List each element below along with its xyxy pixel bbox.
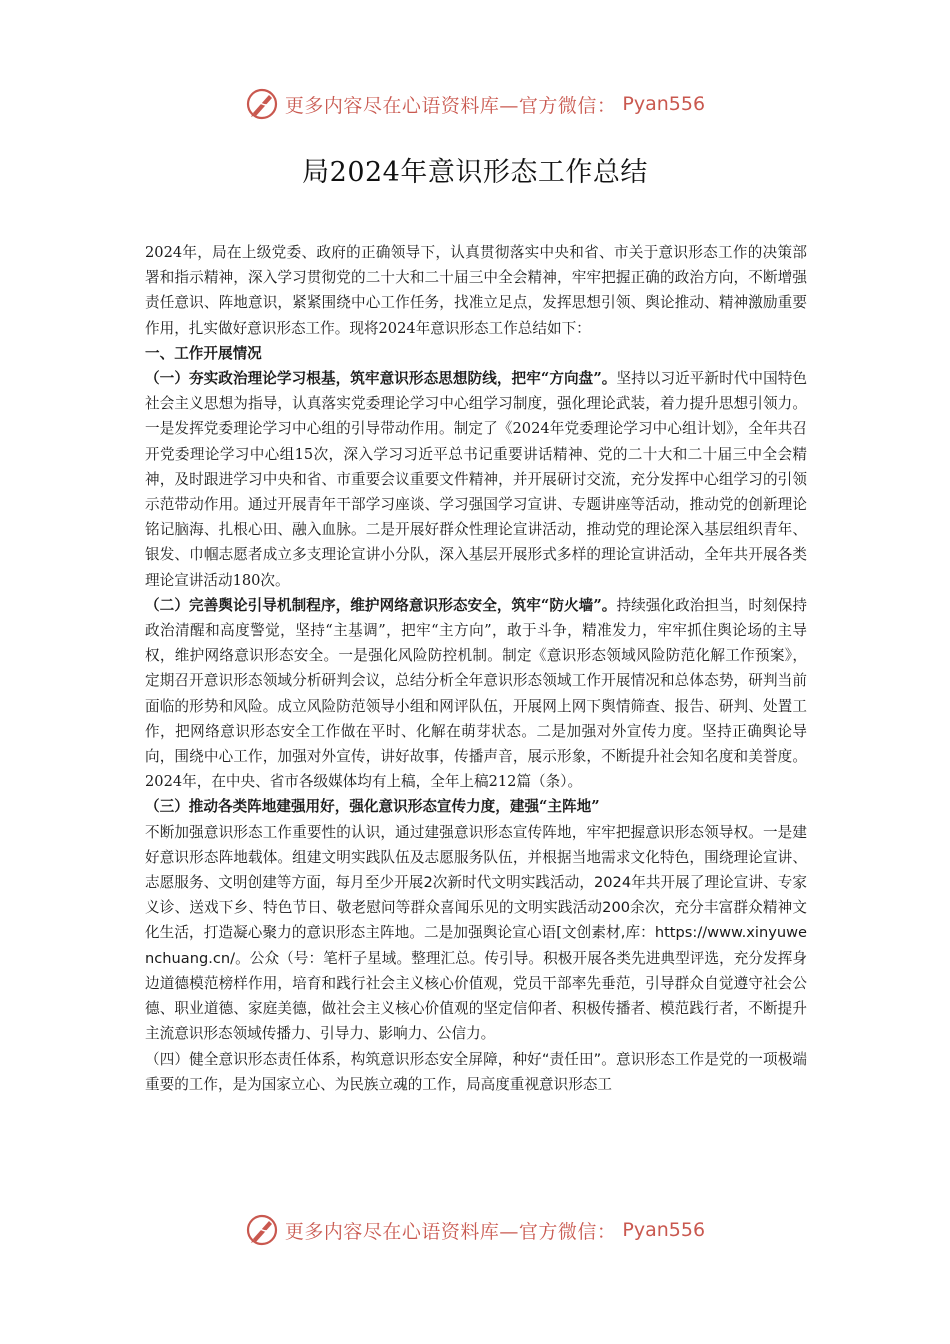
watermark-wechat-id: Pyan556 [622, 1219, 706, 1241]
document-body [145, 240, 807, 1097]
intro-paragraph: 2024年，局在上级党委、政府的正确领导下，认真贯彻落实中央和省、市关于意识形态工作的决策部署和指示精神，深入学习贯彻党的二十大和二十届三中全会精神，牢牢把握正确的政治方向，不断增强责任意识、阵地意识，紧紧围绕中心工作任务，找准立足点，发挥思想引领、舆论推动、精神激励重要作用，扎实做好意识形态工作。现将2024年意识形态工作总结如下： [145, 244, 807, 337]
watermark-footer [0, 1210, 950, 1250]
item-4-paragraph [145, 1047, 807, 1097]
pen-logo-icon [245, 87, 279, 121]
watermark-header [0, 84, 950, 124]
item-2-heading: （二）完善舆论引导机制程序，维护网络意识形态安全，筑牢“防火墙”。 [145, 596, 617, 614]
item-4-body: 意识形态工作是党的一项极端重要的工作，是为国家立心、为民族立魂的工作，局高度重视意识形态工 [145, 1050, 807, 1093]
document-title: 局2024年意识形态工作总结 [302, 157, 648, 188]
item-2-paragraph [145, 593, 807, 795]
item-3-heading: （三）推动各类阵地建强用好，强化意识形态宣传力度，建强“主阵地” [145, 798, 600, 816]
watermark-text: 更多内容尽在心语资料库—官方微信： [284, 94, 617, 117]
section-heading: 一、工作开展情况 [145, 344, 262, 362]
item-1-paragraph [145, 366, 807, 593]
item-2-body: 持续强化政治担当，时刻保持政治清醒和高度警觉，坚持“主基调”，把牢“主方向”，敢于斗争，精准发力，牢牢抓住舆论场的主导权，维护网络意识形态安全。一是强化风险防控机制。制定《意识形态领域风险防范化解工作预案》，定期召开意识形态领域分析研判会议，总结分析全年意识形态领域工作开展情况和总体态势，研判当前面临的形势和风险。成立风险防范领导小组和网评队伍，开展网上网下舆情筛查、报告、研判、处置工作，把网络意识形态安全工作做在平时、化解在萌芽状态。二是加强对外宣传力度。坚持正确舆论导向，围绕中心工作，加强对外宣传，讲好故事，传播声音，展示形象，不断提升社会知名度和美誉度。2024年，在中央、省市各级媒体均有上稿，全年上稿212篇（条）。 [145, 596, 807, 791]
item-4-heading: （四）健全意识形态责任体系，构筑意识形态安全屏障，种好“责任田”。 [145, 1050, 617, 1068]
item-1-heading: （一）夯实政治理论学习根基，筑牢意识形态思想防线，把牢“方向盘”。 [145, 370, 617, 388]
item-1-body: 坚持以习近平新时代中国特色社会主义思想为指导，认真落实党委理论学习中心组学习制度，强化理论武装，着力提升思想引领力。一是发挥党委理论学习中心组的引导带动作用。制定了《2024年党委理论学习中心组计划》，全年共召开党委理论学习中心组15次，深入学习习近平总书记重要讲话精神、党的二十大和二十届三中全会精神，及时跟进学习中央和省、市重要会议重要文件精神，并开展研讨交流，充分发挥中心组学习的引领示范带动作用。通过开展青年干部学习座谈、学习强国学习宣讲、专题讲座等活动，推动党的创新理论铭记脑海、扎根心田、融入血脉。二是开展好群众性理论宣讲活动，推动党的理论深入基层组织青年、银发、巾帼志愿者成立多支理论宣讲小分队，深入基层开展形式多样的理论宣讲活动，全年共开展各类理论宣讲活动180次。 [145, 370, 807, 589]
watermark-text: 更多内容尽在心语资料库—官方微信： [284, 1220, 617, 1243]
pen-logo-icon [245, 1213, 279, 1247]
watermark-wechat-id: Pyan556 [622, 93, 706, 115]
item-3-body: 不断加强意识形态工作重要性的认识，通过建强意识形态宣传阵地，牢牢把握意识形态领导权。一是建好意识形态阵地载体。组建文明实践队伍及志愿服务队伍，并根据当地需求文化特色，围绕理论宣讲、志愿服务、文明创建等方面，每月至少开展2次新时代文明实践活动，2024年共开展了理论宣讲、专家义诊、送戏下乡、特色节日、敬老慰问等群众喜闻乐见的文明实践活动200余次，充分丰富群众精神文化生活，打造凝心聚力的意识形态主阵地。二是加强舆论宣心语[文创素材,库：https://www.xinyuwenchuang.cn/。公众（号：笔杆子星域。整理汇总。传引导。积极开展各类先进典型评选，充分发挥身边道德模范榜样作用，培育和践行社会主义核心价值观，党员干部率先垂范，引导群众自觉遵守社会公德、职业道德、家庭美德，做社会主义核心价值观的坚定信仰者、积极传播者、模范践行者，不断提升主流意识形态领域传播力、引导力、影响力、公信力。 [145, 823, 807, 1043]
